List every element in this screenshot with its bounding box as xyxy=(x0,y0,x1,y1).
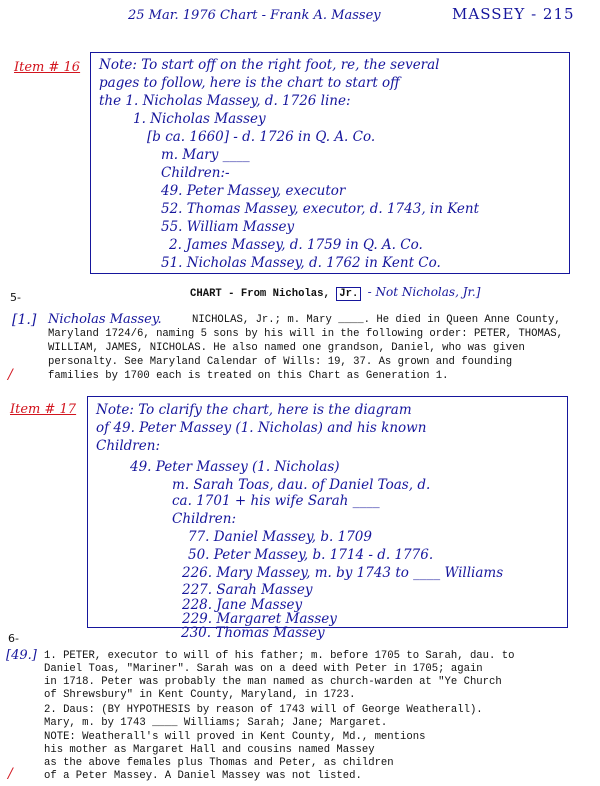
item-17-note-box xyxy=(87,396,568,628)
tree-node-nicholas-dates: [b ca. 1660] - d. 1726 in Q. A. Co. xyxy=(147,129,376,145)
para1-hand-name: Nicholas Massey. xyxy=(48,312,162,327)
para2-line-4: of Shrewsbury" in Kent County, Maryland, in 1723. xyxy=(44,689,356,701)
item-17-note-line-1: Note: To clarify the chart, here is the diagram xyxy=(96,402,412,418)
chart-heading-jr: Jr. xyxy=(336,287,361,301)
tree-node-spouse-detail: ca. 1701 + his wife Sarah ____ xyxy=(172,493,380,509)
chart-heading xyxy=(190,286,480,301)
item-16-tag: Item # 16 xyxy=(14,60,81,75)
para2-line-6: Mary, m. by 1743 ____ Williams; Sarah; Jane; Margaret. xyxy=(44,717,388,729)
para1-line-1: NICHOLAS, Jr.; m. Mary ____. He died in Queen Anne County, xyxy=(192,314,561,326)
tree-node-peter: 49. Peter Massey (1. Nicholas) xyxy=(130,459,340,475)
para2-line-1: 1. PETER, executor to will of his father; m. before 1705 to Sarah, dau. to xyxy=(44,650,515,662)
tree-child: 228. Jane Massey xyxy=(182,597,303,613)
para1-red-mark: / xyxy=(8,367,13,383)
tree-child: 55. William Massey xyxy=(161,219,295,235)
tree-child: 227. Sarah Massey xyxy=(182,582,313,598)
item-17-note-line-3: Children: xyxy=(96,438,160,454)
para2-line-2: Daniel Toas, "Mariner". Sarah was on a deed with Peter in 1705; again xyxy=(44,663,483,675)
para2-line-10: of a Peter Massey. A Daniel Massey was not listed. xyxy=(44,770,362,782)
chart-heading-text: CHART - From Nicholas, xyxy=(190,288,330,300)
tree-child: 229. Margaret Massey xyxy=(182,611,337,627)
para2-line-3: in 1718. Peter was probably the man named as church-warden at "Ye Church xyxy=(44,676,502,688)
para2-margin-number: [49.] xyxy=(6,648,37,663)
tree-child: 50. Peter Massey, b. 1714 - d. 1776. xyxy=(188,547,434,563)
tree-children-label: Children: xyxy=(172,511,236,527)
para2-line-5: 2. Daus: (BY HYPOTHESIS by reason of 1743 will of George Weatherall). xyxy=(44,704,483,716)
para1-line-2: Maryland 1724/6, naming 5 sons by his will in the following order: PETER, THOMAS, xyxy=(48,328,563,340)
margin-number-5: 5- xyxy=(10,291,21,304)
tree-node-spouse: m. Mary ____ xyxy=(161,147,250,163)
tree-child: 51. Nicholas Massey, d. 1762 in Kent Co. xyxy=(161,255,441,271)
tree-child: 52. Thomas Massey, executor, d. 1743, in Kent xyxy=(161,201,480,217)
item-16-note-line-3: the 1. Nicholas Massey, d. 1726 line: xyxy=(99,93,351,109)
item-17-tag: Item # 17 xyxy=(10,402,77,417)
tree-children-label: Children:- xyxy=(161,165,230,181)
tree-child: 2. James Massey, d. 1759 in Q. A. Co. xyxy=(169,237,423,253)
para2-red-mark: / xyxy=(8,766,13,782)
margin-number-6: 6- xyxy=(8,632,19,645)
page-reference: MASSEY - 215 xyxy=(452,5,575,23)
chart-header-title: 25 Mar. 1976 Chart - Frank A. Massey xyxy=(128,8,381,23)
item-17-note-line-2: of 49. Peter Massey (1. Nicholas) and his known xyxy=(96,420,427,436)
tree-child-last: 230. Thomas Massey xyxy=(181,625,325,641)
chart-heading-handnote: - Not Nicholas, Jr.] xyxy=(367,285,481,299)
item-16-note-box xyxy=(90,52,570,274)
tree-child: 226. Mary Massey, m. by 1743 to ____ Williams xyxy=(182,565,504,581)
tree-node-spouse: m. Sarah Toas, dau. of Daniel Toas, d. xyxy=(172,477,431,493)
item-16-note-line-2: pages to follow, here is the chart to start off xyxy=(99,75,400,91)
para2-line-7: NOTE: Weatherall's will proved in Kent County, Md., mentions xyxy=(44,731,426,743)
tree-node-nicholas: 1. Nicholas Massey xyxy=(133,111,266,127)
para1-line-4: personalty. See Maryland Calendar of Wills: 19, 37. As grown and founding xyxy=(48,356,513,368)
tree-child: 77. Daniel Massey, b. 1709 xyxy=(188,529,372,545)
para1-line-3: WILLIAM, JAMES, NICHOLAS. He also named one grandson, Daniel, who was given xyxy=(48,342,525,354)
tree-child: 49. Peter Massey, executor xyxy=(161,183,346,199)
para1-line-5: families by 1700 each is treated on this Chart as Generation 1. xyxy=(48,370,449,382)
para2-line-8: his mother as Margaret Hall and cousins named Massey xyxy=(44,744,375,756)
para2-line-9: as the above females plus Thomas and Peter, as children xyxy=(44,757,394,769)
item-16-note-line-1: Note: To start off on the right foot, re, the several xyxy=(99,57,440,73)
para1-margin-number: [1.] xyxy=(12,312,37,328)
